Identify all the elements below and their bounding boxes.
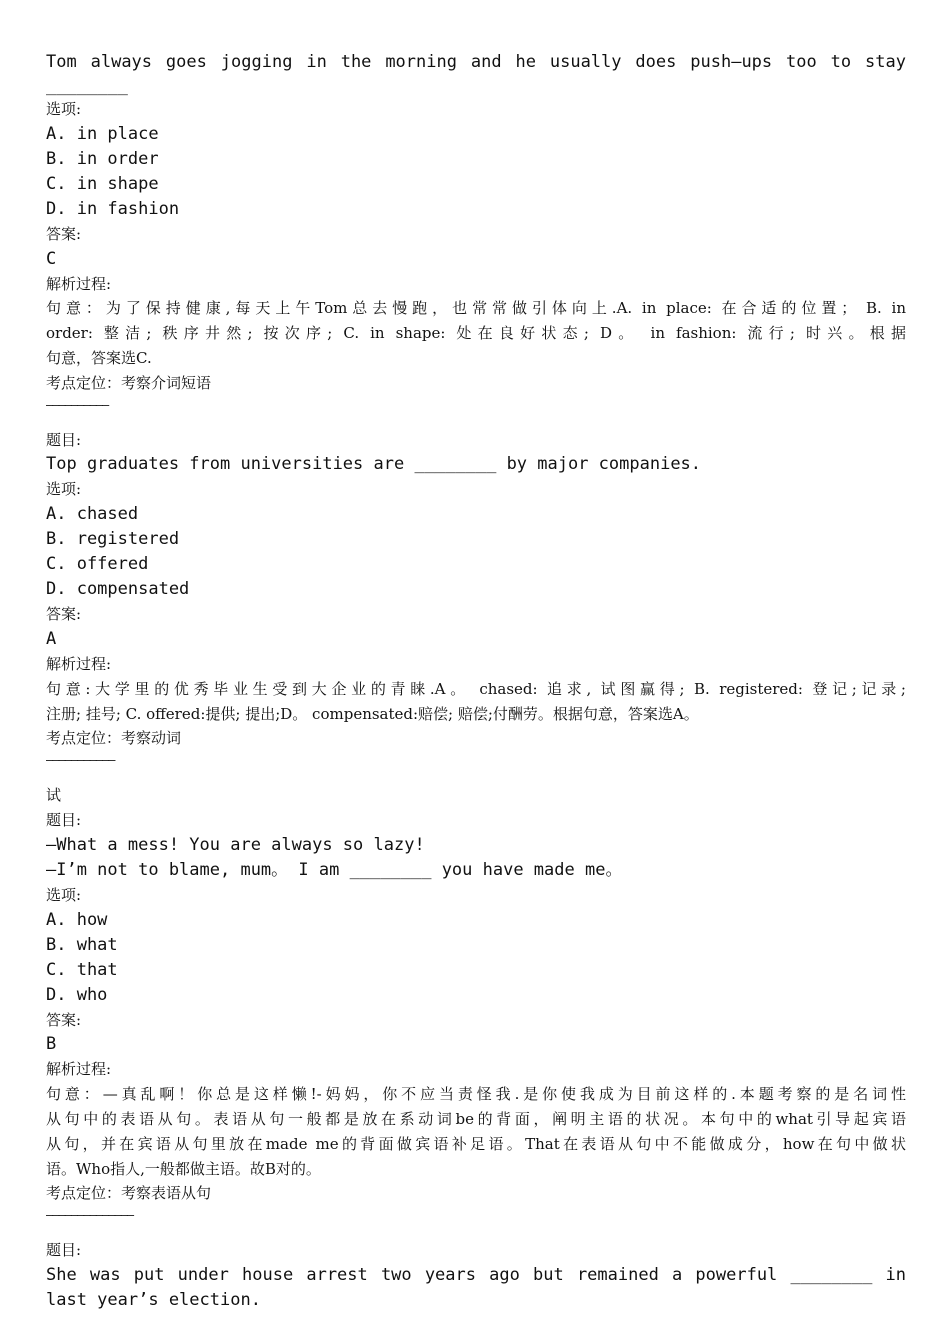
q1-option-c: C. in shape (46, 173, 159, 194)
q3-answer-label: 答案: (46, 1010, 82, 1029)
q2-answer-label: 答案: (46, 605, 82, 624)
q2-option-a: A. chased (46, 504, 139, 525)
q2-option-d: D. compensated (46, 579, 190, 600)
q1-answer-label: 答案: (46, 224, 82, 243)
q1-options-label: 选项: (46, 100, 82, 118)
q2-option-b: B. registered (46, 529, 180, 550)
q3-analysis-line: 句意：—真乱啊！你总是这样懒!-妈妈，你不应当责怪我.是你使我成为目前这样的.本题考察的是名词性 (46, 1085, 906, 1104)
q2-answer: A (46, 628, 57, 649)
q4-stem-line: She was put under house arrest two years ago but remained a powerful ________ in (46, 1264, 906, 1285)
q1-answer: C (46, 248, 57, 269)
q3-analysis-label: 解析过程: (46, 1060, 112, 1079)
q2-options-label: 选项: (46, 480, 82, 499)
q2-point: 考点定位：考察动词 (46, 729, 182, 748)
q3-analysis-line: 从句中的表语从句。表语从句一般都是放在系动词be的背面，阐明主语的状况。本句中的what引导起宾语 (46, 1109, 906, 1128)
q2-analysis-line: 注册; 挂号; C. offered:提供; 提出;D。 compensated:赔偿; 赔偿;付酬劳。根据句意，答案选A。 (46, 704, 699, 723)
q1-point: 考点定位：考察介词短语 (46, 373, 212, 392)
q1-option-b: B. in order (46, 148, 159, 169)
q1-option-a: A. in place (46, 123, 159, 144)
q3-dialog-line: —What a mess! You are always so lazy! (46, 834, 425, 855)
q3-option-c: C. that (46, 959, 118, 980)
q2-option-c: C. offered (46, 554, 149, 575)
q1-analysis-line: 句意，答案选C. (46, 348, 152, 367)
q2-analysis-label: 解析过程: (46, 654, 112, 673)
q3-option-d: D. who (46, 984, 108, 1005)
q3-prefix: 试 (46, 786, 62, 805)
exam-document (46, 50, 906, 1313)
q3-answer: B (46, 1034, 57, 1055)
q3-analysis-line: 语。Who指人,一般都做主语。故B对的。 (46, 1159, 321, 1178)
q2-stem: Top graduates from universities are ________ by major companies. (46, 454, 702, 475)
q1-analysis-label: 解析过程: (46, 274, 112, 293)
q3-analysis-line: 从句，并在宾语从句里放在made me的背面做宾语补足语。That在表语从句中不能做成分，how在句中做状 (46, 1134, 906, 1153)
q1-option-d: D. in fashion (46, 198, 180, 219)
q2-analysis-line: 句意:大学里的优秀毕业生受到大企业的青睐.A。 chased: 追求, 试图赢得; B. registered: 登记;记录; (46, 679, 906, 698)
q3-option-b: B. what (46, 934, 118, 955)
q2-separator: ——————————— (46, 753, 115, 768)
q4-stem-line: last year’s election. (46, 1289, 261, 1310)
q1-blank: ________ (46, 76, 128, 96)
q3-title-label: 题目: (46, 810, 82, 829)
q4-title-label: 题目: (46, 1241, 82, 1260)
q2-title-label: 题目: (46, 430, 82, 449)
q3-point: 考点定位：考察表语从句 (46, 1184, 212, 1203)
q1-analysis-line: order: 整洁; 秩序井然; 按次序; C. in shape: 处在良好状态; D。 in fashion: 流行; 时兴。根据 (46, 324, 906, 343)
q3-separator: —————————————— (46, 1208, 134, 1223)
q1-analysis-line: 句意：为了保持健康,每天上午Tom总去慢跑，也常常做引体向上.A. in place: 在合适的位置； B. in (46, 299, 906, 318)
q1-stem: Tom always goes jogging in the morning and he usually does push—ups too to stay (46, 52, 906, 72)
q3-dialog-line: —I’m not to blame, mum。 I am ________ you have made me。 (46, 859, 623, 880)
q1-separator: —————————— (46, 397, 109, 412)
q3-options-label: 选项: (46, 885, 82, 904)
q3-option-a: A. how (46, 909, 108, 930)
